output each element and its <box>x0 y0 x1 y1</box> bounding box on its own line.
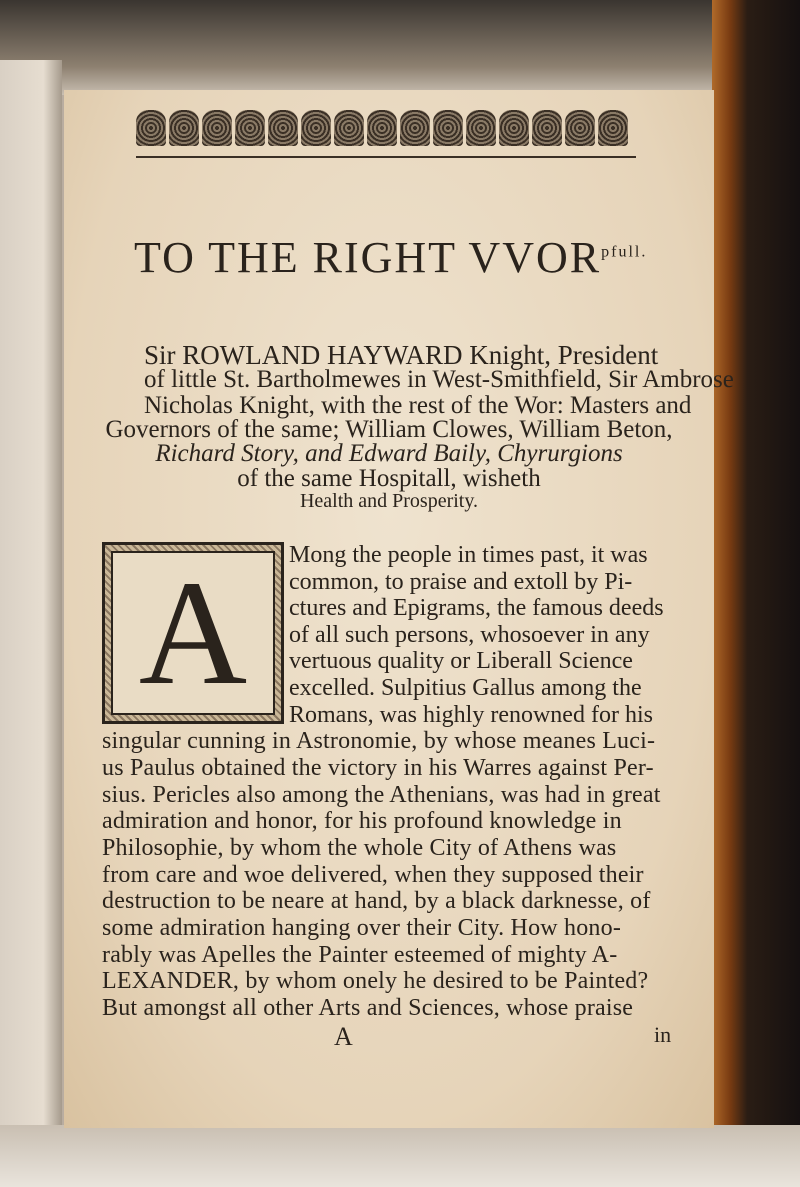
decorated-initial: A <box>102 542 284 724</box>
address-line: Governors of the same; William Clowes, William Beton, <box>105 416 673 443</box>
body-line: Romans, was highly renowned for his <box>289 702 653 728</box>
signature-mark: A <box>334 1022 353 1051</box>
address-line: Sir ROWLAND HAYWARD Knight, President <box>144 340 659 370</box>
body-line: common, to praise and extoll by Pi- <box>289 569 633 595</box>
body-line: rably was Apelles the Painter esteemed of mighty A- <box>102 942 618 968</box>
background-top <box>0 0 800 95</box>
body-line: Mong the people in times past, it was <box>289 542 648 568</box>
background-bottom <box>0 1125 800 1187</box>
body-line: Philosophie, by whom the whole City of Athens was <box>102 835 617 861</box>
body-line: of all such persons, whosoever in any <box>289 622 650 648</box>
body-line: admiration and honor, for his profound knowledge in <box>102 808 622 834</box>
body-line: from care and woe delivered, when they supposed their <box>102 862 644 888</box>
book-binding-edge <box>712 0 800 1187</box>
body-line: But amongst all other Arts and Sciences, whose praise <box>102 995 634 1021</box>
body-line: destruction to be neare at hand, by a black darknesse, of <box>102 888 651 914</box>
body-line: LEXANDER, by whom onely he desired to be Painted? <box>102 968 649 994</box>
headpiece-ornament <box>136 110 636 150</box>
address-line: of little St. Bartholmewes in West-Smithfield, Sir Ambrose <box>144 366 734 393</box>
body-line: sius. Pericles also among the Athenians, was had in great <box>102 782 661 808</box>
address-line: of the same Hospitall, wisheth <box>237 465 541 492</box>
body-line: us Paulus obtained the victory in his Warres against Per- <box>102 755 654 781</box>
body-line: ctures and Epigrams, the famous deeds <box>289 595 664 621</box>
address-line: Nicholas Knight, with the rest of the Wor: Masters and <box>144 392 692 419</box>
address-line: Richard Story, and Edward Baily, Chyrurgions <box>155 440 623 467</box>
ornament-rule <box>136 156 636 158</box>
catchword: in <box>654 1022 672 1047</box>
book-page <box>64 90 734 1128</box>
adjacent-page-edge <box>0 60 62 1160</box>
body-line: excelled. Sulpitius Gallus among the <box>289 675 642 701</box>
page-title: TO THE RIGHT $VVOR^{pfull.}$ <box>134 233 648 282</box>
address-line: Health and Prosperity. <box>299 490 479 512</box>
body-line: some admiration hanging over their City. How hono- <box>102 915 622 941</box>
body-line: vertuous quality or Liberall Science <box>289 648 633 674</box>
body-line: singular cunning in Astronomie, by whose meanes Luci- <box>102 728 656 754</box>
